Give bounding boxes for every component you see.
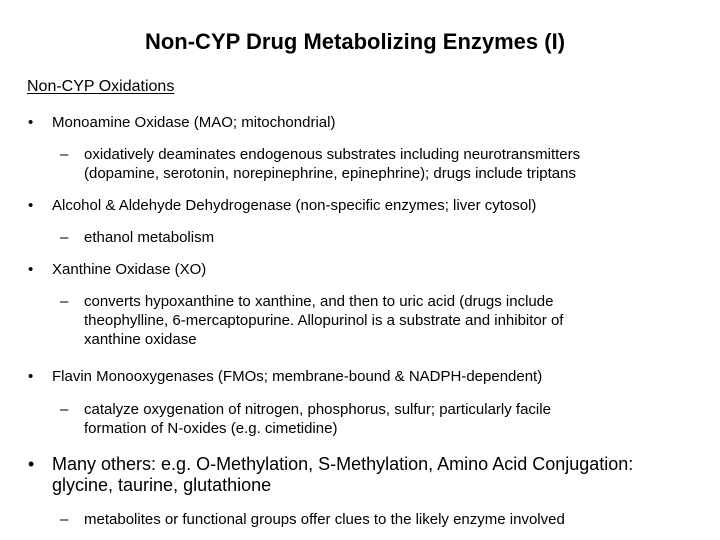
bullet-item-adh — [28, 196, 708, 216]
bullet-icon: • — [28, 197, 34, 214]
sub-item-fmo — [60, 400, 710, 440]
sub-line: xanthine oxidase — [84, 331, 197, 348]
sub-line: (dopamine, serotonin, norepinephrine, epinephrine); drugs include triptans — [84, 165, 576, 182]
sub-line: theophylline, 6-mercaptopurine. Allopurinol is a substrate and inhibitor of — [84, 312, 564, 329]
section-heading: Non-CYP Oxidations — [27, 78, 175, 95]
bullet-icon: • — [28, 114, 34, 131]
dash-icon: – — [60, 401, 69, 418]
bullet-label: Monoamine Oxidase (MAO; mitochondrial) — [52, 114, 336, 131]
bullet-item-fmo — [28, 367, 708, 387]
bullet-item-others — [28, 454, 718, 498]
bullet-label: Xanthine Oxidase (XO) — [52, 261, 207, 278]
sub-line: catalyze oxygenation of nitrogen, phosphorus, sulfur; particularly facile — [84, 401, 551, 418]
bullet-icon: • — [28, 368, 34, 385]
bullet-label: Flavin Monooxygenases (FMOs; membrane-bound & NADPH-dependent) — [52, 368, 543, 385]
bullet-item-xo — [28, 260, 708, 280]
bullet-icon: • — [28, 261, 34, 278]
dash-icon: – — [60, 229, 69, 246]
bullet-label: Alcohol & Aldehyde Dehydrogenase (non-specific enzymes; liver cytosol) — [52, 197, 537, 214]
dash-icon: – — [60, 146, 69, 163]
sub-line: ethanol metabolism — [84, 229, 215, 246]
sub-line: converts hypoxanthine to xanthine, and then to uric acid (drugs include — [84, 293, 554, 310]
sub-item-others — [60, 510, 710, 530]
sub-line: metabolites or functional groups offer clues to the likely enzyme involved — [84, 511, 565, 528]
sub-item-xo — [60, 292, 710, 350]
dash-icon: – — [60, 293, 69, 310]
bullet-item-mao — [28, 113, 708, 133]
bullet-label: glycine, taurine, glutathione — [52, 475, 272, 495]
bullet-icon: • — [28, 454, 35, 474]
bullet-label: Many others: e.g. O-Methylation, S-Methylation, Amino Acid Conjugation: — [52, 454, 634, 474]
slide-title: Non-CYP Drug Metabolizing Enzymes (I) — [144, 29, 566, 54]
sub-line: formation of N-oxides (e.g. cimetidine) — [84, 420, 338, 437]
sub-item-mao — [60, 145, 710, 185]
sub-line: oxidatively deaminates endogenous substrates including neurotransmitters — [84, 146, 581, 163]
sub-item-adh — [60, 228, 710, 248]
dash-icon: – — [60, 511, 69, 528]
